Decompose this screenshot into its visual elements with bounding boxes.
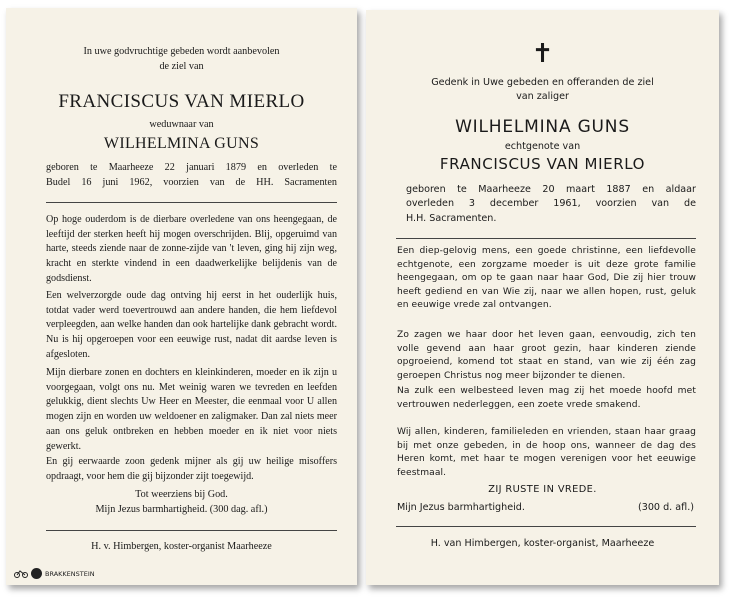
paragraph-3: Mijn dierbare zonen en dochters en kleinkinderen, moeder en ik zijn u voorgegaan, volgt ons nu. Met weinig waren we tevreden en leefden gelukkig, dient slechts Uw Heer en Meester, die eenmaal voor U allen mogen zijn en worden uw weldoener en zaligmaker. Dan zal niets meer aan ons geluk ontbreken en hebben moeder en ik niet voor niets gewerkt. <box>46 367 337 452</box>
birth-line-2: Budel 16 juni 1962, voorzien van de HH. Sacramenten <box>46 176 337 188</box>
birth-death-info <box>46 161 337 190</box>
birth-right-line-3: H.H. Sacramenten. <box>406 212 497 224</box>
printer-left: H. v. Himbergen, koster-organist Maarheeze <box>91 541 272 552</box>
intro-line-1: In uwe godvruchtige gebeden wordt aanbevolen <box>83 46 280 57</box>
cross-icon: ✝ <box>531 39 554 69</box>
watermark-text: BRAKKENSTEIN <box>45 569 95 578</box>
birth-death-info-right <box>406 183 696 226</box>
paragraph-4: En gij eerwaarde zoon gedenk mijner als gij uw heilige misoffers opdraagt, voor hem die gij bijzonder zijt toegewijd. <box>46 456 337 482</box>
relation-label: weduwnaar van <box>149 119 214 130</box>
intro-right-line-1: Gedenk in Uwe gebeden en offeranden de ziel <box>431 77 654 88</box>
memorial-card-right <box>366 10 719 585</box>
paragraph-right-1: Een diep-gelovig mens, een goede christinne, een liefdevolle echtgenote, een zorgzame moeder is uit deze grote familie heengegaan, om op te gaan naar haar God, Die zij hier trouw heeft gediend en van Wie zij, naar we allen hopen, rust, geluk en eeuwige vrede zal ontvangen. <box>397 246 696 311</box>
spouse-name: WILHELMINA GUNS <box>103 135 260 152</box>
bike-icon <box>14 570 28 578</box>
spouse-name-right: FRANCISCUS VAN MIERLO <box>439 155 646 173</box>
relation-label-right: echtgenote van <box>504 141 581 152</box>
watermark <box>14 568 95 579</box>
intro-right-line-2: van zaliger <box>516 91 569 103</box>
divider-top-right <box>396 238 696 239</box>
deceased-name-right: WILHELMINA GUNS <box>455 117 630 137</box>
divider-top <box>46 202 337 203</box>
prayer-right: Mijn Jezus barmhartigheid. <box>397 502 525 513</box>
brand-logo-icon <box>31 568 42 579</box>
paragraph-1: Op hoge ouderdom is de dierbare overledene van ons heengegaan, de leeftijd der sterken heeft hij mogen overschrijden. Blij, opgeruimd van harte, steeds ziende naar de zonne-zijde van 't leven, ging hij zijn weg, kracht en sterkte vindend in een daadwerkelijke belijdenis van de godsdienst. <box>46 214 337 284</box>
birth-right-line-1: geboren te Maarheeze 20 maart 1887 en aldaar <box>406 184 696 195</box>
farewell: Tot weerziens bij God. <box>135 489 228 500</box>
indulgence-right: (300 d. afl.) <box>637 502 694 513</box>
intro-left <box>6 45 357 74</box>
divider-bottom-right <box>396 526 696 527</box>
birth-right-line-2: overleden 3 december 1961, voorzien van de <box>406 198 696 210</box>
deceased-name: FRANCISCUS VAN MIERLO <box>58 91 305 112</box>
memorial-card-left <box>6 8 357 585</box>
birth-line-1: geboren te Maarheeze 22 januari 1879 en overleden te <box>46 162 337 173</box>
prayer-left: Mijn Jezus barmhartigheid. (300 dag. afl.) <box>95 504 268 515</box>
printer-right: H. van Himbergen, koster-organist, Maarheeze <box>430 538 655 549</box>
divider-bottom <box>46 530 337 531</box>
intro-line-2: de ziel van <box>159 60 204 72</box>
paragraph-right-2: Zo zagen we haar door het leven gaan, eenvoudig, zich ten volle gevend aan haar groot gezin, haar kinderen ziende opgroeiend, komend tot staat en stand, van wie zij één zag geroepen Christus nog meer bijzonder te dienen. <box>397 330 696 381</box>
paragraph-2: Een welverzorgde oude dag ontving hij eerst in het ouderlijk huis, totdat vader werd toevertrouwd aan andere handen, die hem liefdevol verpleegden, aan welke handen dan ook hartelijke dank gebracht wordt. Nu is hij opgeroepen voor een eeuwige rust, nadat dit aardse leven is afgesloten. <box>46 290 337 360</box>
paragraph-right-3: Na zulk een welbesteed leven mag zij het moede hoofd met vertrouwen nederleggen, een zoete vrede smakend. <box>397 386 696 410</box>
intro-right <box>366 76 719 104</box>
rest-in-peace: ZIJ RUSTE IN VREDE. <box>488 484 597 495</box>
paragraph-right-4: Wij allen, kinderen, familieleden en vrienden, staan haar graag bij met onze gebeden, in de hoop ons, wanneer de dag des Heren komt, met haar te mogen verenigen voor het eeuwige feestmaal. <box>397 427 696 478</box>
